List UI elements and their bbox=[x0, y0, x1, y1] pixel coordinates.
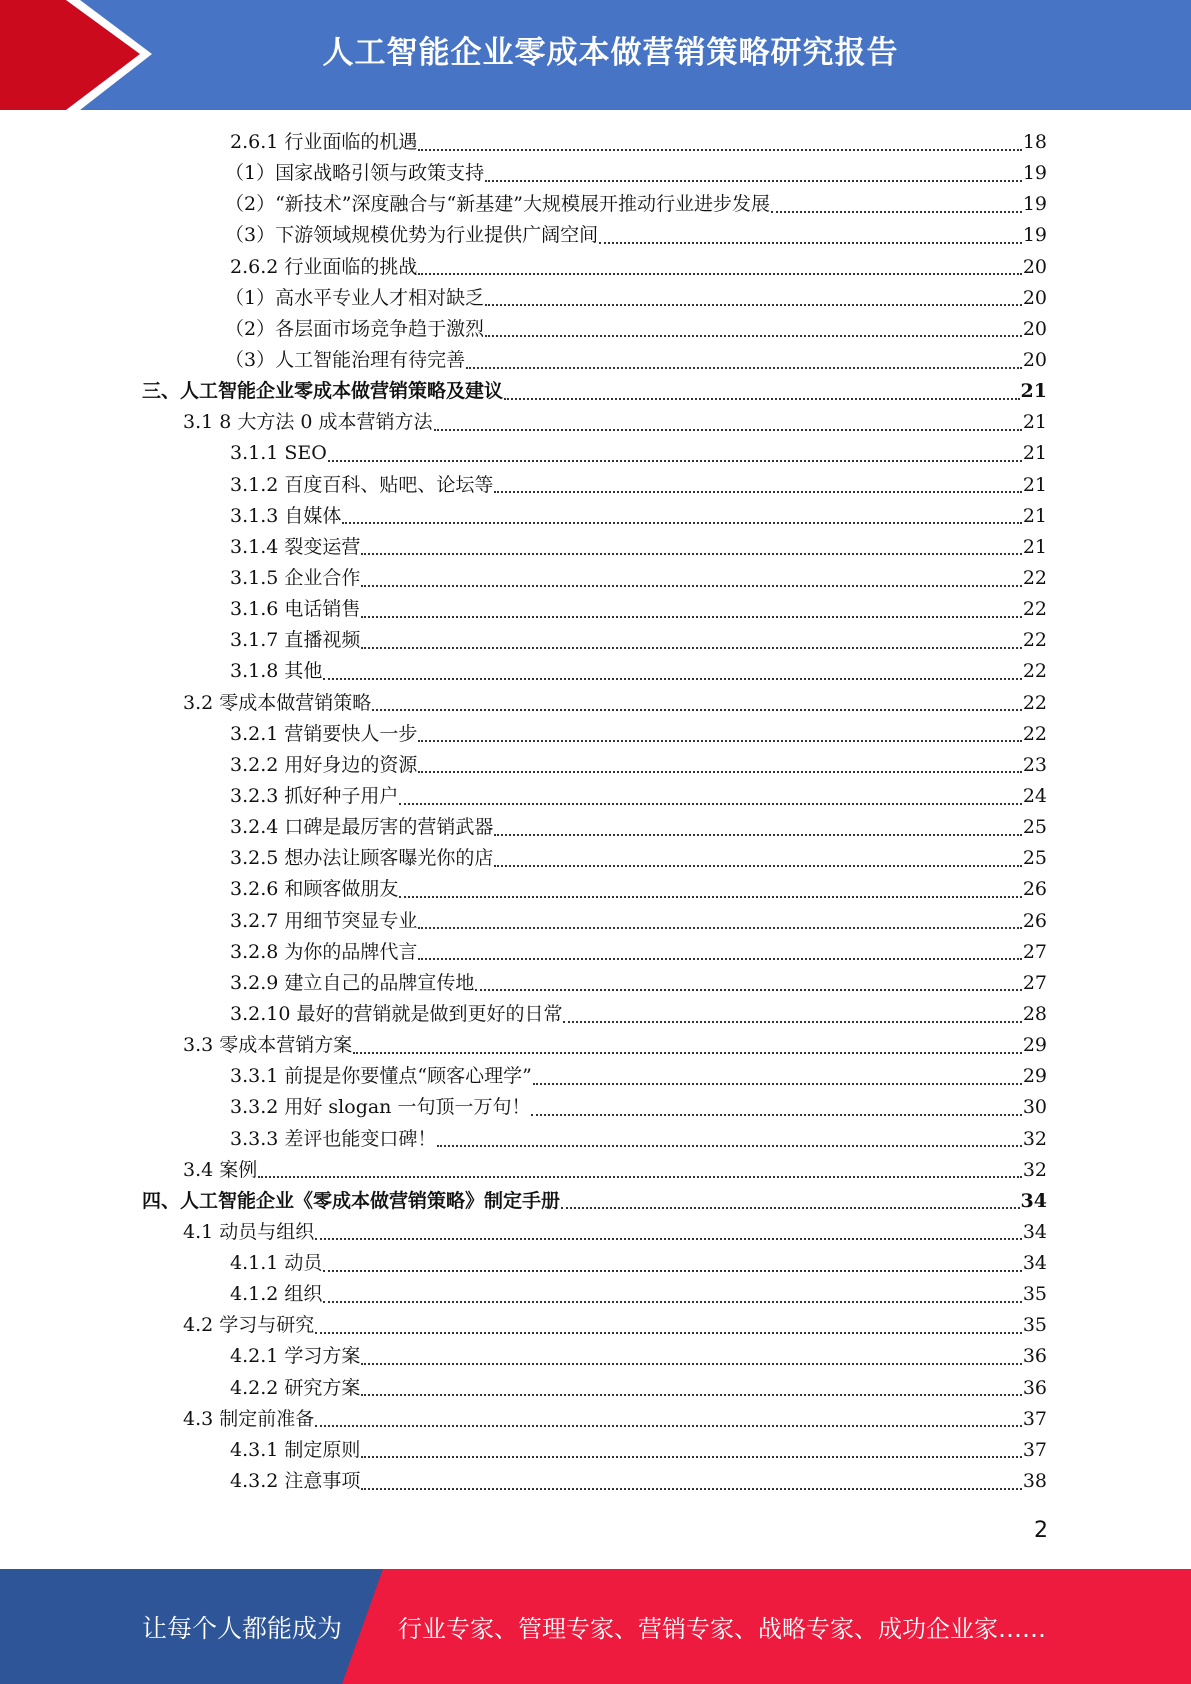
toc-entry[interactable] bbox=[0, 1061, 1047, 1092]
toc-entry-page: 36 bbox=[1022, 1345, 1047, 1368]
toc-leader-dots bbox=[485, 335, 1022, 337]
toc-leader-dots bbox=[361, 1488, 1021, 1490]
toc-entry-page: 32 bbox=[1022, 1158, 1047, 1181]
toc-entry[interactable] bbox=[0, 407, 1047, 438]
toc-entry[interactable] bbox=[0, 1404, 1047, 1435]
toc-entry[interactable] bbox=[0, 501, 1047, 532]
toc-entry-page: 21 bbox=[1020, 380, 1047, 403]
toc-entry-title: 4.3 制定前准备 bbox=[183, 1407, 315, 1430]
toc-entry-title: 3.2.2 用好身边的资源 bbox=[230, 753, 418, 776]
toc-entry-title: 3.1.8 其他 bbox=[230, 660, 323, 683]
toc-entry[interactable] bbox=[0, 1310, 1047, 1341]
toc-entry-title: 3.2.8 为你的品牌代言 bbox=[230, 940, 418, 963]
toc-entry-page: 35 bbox=[1022, 1314, 1047, 1337]
toc-entry-page: 22 bbox=[1022, 629, 1047, 652]
toc-entry-page: 25 bbox=[1022, 847, 1047, 870]
toc-entry-page: 18 bbox=[1022, 131, 1047, 153]
toc-entry-page: 37 bbox=[1022, 1438, 1047, 1461]
toc-entry-title: 三、人工智能企业零成本做营销策略及建议 bbox=[142, 380, 504, 403]
toc-entry-page: 29 bbox=[1022, 1065, 1047, 1088]
toc-entry[interactable] bbox=[0, 781, 1047, 812]
toc-entry-title: 2.6.1 行业面临的机遇 bbox=[230, 131, 418, 153]
toc-leader-dots bbox=[315, 1238, 1022, 1240]
toc-leader-dots bbox=[485, 180, 1022, 182]
toc-leader-dots bbox=[315, 1332, 1022, 1334]
toc-entry[interactable] bbox=[0, 999, 1047, 1030]
toc-entry[interactable] bbox=[0, 1248, 1047, 1279]
toc-entry[interactable] bbox=[0, 1373, 1047, 1404]
toc-entry-title: 3.1.2 百度百科、贴吧、论坛等 bbox=[230, 473, 494, 496]
toc-leader-dots bbox=[418, 273, 1021, 275]
toc-leader-dots bbox=[494, 834, 1021, 836]
table-of-contents bbox=[0, 127, 1191, 1497]
toc-entry[interactable] bbox=[0, 1030, 1047, 1061]
toc-leader-dots bbox=[361, 647, 1021, 649]
toc-entry[interactable] bbox=[0, 719, 1047, 750]
toc-leader-dots bbox=[361, 1394, 1021, 1396]
toc-entry-page: 30 bbox=[1022, 1096, 1047, 1119]
toc-entry-title: 2.6.2 行业面临的挑战 bbox=[230, 255, 418, 278]
toc-entry-title: 3.2.7 用细节突显专业 bbox=[230, 909, 418, 932]
toc-leader-dots bbox=[533, 1083, 1022, 1085]
toc-entry-title: 3.1.3 自媒体 bbox=[230, 504, 342, 527]
toc-entry-title: 四、人工智能企业《零成本做营销策略》制定手册 bbox=[142, 1189, 561, 1212]
toc-leader-dots bbox=[342, 522, 1021, 524]
toc-entry[interactable] bbox=[0, 563, 1047, 594]
toc-leader-dots bbox=[563, 1021, 1021, 1023]
toc-entry[interactable] bbox=[0, 189, 1047, 220]
toc-leader-dots bbox=[258, 1176, 1022, 1178]
toc-entry[interactable] bbox=[0, 314, 1047, 345]
toc-entry-title: 3.3.3 差评也能变口碑！ bbox=[230, 1127, 437, 1150]
toc-entry-title: 3.2.9 建立自己的品牌宣传地 bbox=[230, 971, 475, 994]
toc-entry-page: 34 bbox=[1022, 1220, 1047, 1243]
toc-entry[interactable] bbox=[0, 1124, 1047, 1155]
toc-entry-title: 3.3.2 用好 slogan 一句顶一万句！ bbox=[230, 1096, 531, 1119]
toc-leader-dots bbox=[361, 616, 1021, 618]
toc-leader-dots bbox=[323, 678, 1021, 680]
toc-entry-page: 21 bbox=[1022, 442, 1047, 465]
toc-entry-title: 3.3 零成本营销方案 bbox=[183, 1034, 353, 1057]
toc-entry[interactable] bbox=[0, 1435, 1047, 1466]
toc-entry-title: 4.2.2 研究方案 bbox=[230, 1376, 361, 1399]
toc-leader-dots bbox=[434, 429, 1022, 431]
toc-entry-title: 3.1.1 SEO bbox=[230, 442, 327, 465]
toc-entry[interactable] bbox=[0, 906, 1047, 937]
toc-entry[interactable] bbox=[0, 1217, 1047, 1248]
toc-entry-page: 24 bbox=[1022, 784, 1047, 807]
toc-entry[interactable] bbox=[0, 127, 1047, 158]
toc-entry-page: 37 bbox=[1022, 1407, 1047, 1430]
toc-entry-title: 3.2.1 营销要快人一步 bbox=[230, 722, 418, 745]
toc-leader-dots bbox=[372, 709, 1022, 711]
toc-entry-page: 21 bbox=[1022, 535, 1047, 558]
toc-entry-title: 3.1.7 直播视频 bbox=[230, 629, 361, 652]
toc-entry-title: 4.1.1 动员 bbox=[230, 1252, 323, 1275]
toc-entry-title: 3.3.1 前提是你要懂点“顾客心理学” bbox=[230, 1065, 532, 1088]
toc-entry[interactable] bbox=[0, 1341, 1047, 1372]
toc-entry[interactable] bbox=[0, 843, 1047, 874]
report-title: 人工智能企业零成本做营销策略研究报告 bbox=[322, 34, 899, 71]
toc-entry-page: 22 bbox=[1022, 598, 1047, 621]
toc-entry-page: 35 bbox=[1022, 1283, 1047, 1306]
toc-entry-page: 20 bbox=[1022, 255, 1047, 278]
toc-leader-dots bbox=[418, 771, 1021, 773]
page-number: 2 bbox=[1034, 1518, 1048, 1543]
toc-entry[interactable] bbox=[0, 438, 1047, 469]
toc-leader-dots bbox=[361, 1456, 1021, 1458]
toc-entry-page: 34 bbox=[1022, 1252, 1047, 1275]
toc-entry-page: 19 bbox=[1022, 224, 1047, 247]
toc-leader-dots bbox=[418, 149, 1021, 151]
toc-leader-dots bbox=[361, 553, 1021, 555]
toc-entry-title: 4.3.1 制定原则 bbox=[230, 1438, 361, 1461]
toc-entry-page: 20 bbox=[1022, 348, 1047, 371]
toc-leader-dots bbox=[466, 367, 1022, 369]
toc-leader-dots bbox=[475, 989, 1021, 991]
toc-entry[interactable] bbox=[0, 625, 1047, 656]
toc-entry-page: 20 bbox=[1022, 286, 1047, 309]
toc-leader-dots bbox=[328, 460, 1022, 462]
toc-entry-title: 4.2.1 学习方案 bbox=[230, 1345, 361, 1368]
toc-entry[interactable] bbox=[0, 812, 1047, 843]
toc-leader-dots bbox=[418, 927, 1021, 929]
page-footer bbox=[0, 1569, 1191, 1684]
toc-leader-dots bbox=[399, 803, 1021, 805]
toc-entry-title: 4.1.2 组织 bbox=[230, 1283, 323, 1306]
toc-leader-dots bbox=[323, 1270, 1021, 1272]
toc-entry[interactable] bbox=[0, 283, 1047, 314]
toc-entry-page: 32 bbox=[1022, 1127, 1047, 1150]
toc-entry-page: 29 bbox=[1022, 1034, 1047, 1057]
page-header bbox=[0, 0, 1191, 110]
toc-entry-page: 27 bbox=[1022, 971, 1047, 994]
toc-entry[interactable] bbox=[0, 532, 1047, 563]
toc-entry-title: 3.2.5 想办法让顾客曝光你的店 bbox=[230, 847, 494, 870]
toc-leader-dots bbox=[771, 211, 1022, 213]
toc-leader-dots bbox=[418, 958, 1021, 960]
toc-entry[interactable] bbox=[0, 220, 1047, 251]
toc-entry[interactable] bbox=[0, 345, 1047, 376]
toc-entry-title: 3.2.10 最好的营销就是做到更好的日常 bbox=[230, 1002, 563, 1025]
toc-leader-dots bbox=[599, 242, 1022, 244]
toc-entry-title: 3.1.5 企业合作 bbox=[230, 566, 361, 589]
toc-entry[interactable] bbox=[0, 252, 1047, 283]
toc-entry-title: （3）下游领域规模优势为行业提供广阔空间 bbox=[225, 224, 599, 247]
toc-entry-title: （3）人工智能治理有待完善 bbox=[225, 348, 466, 371]
toc-entry-page: 26 bbox=[1022, 909, 1047, 932]
toc-entry[interactable] bbox=[0, 1155, 1047, 1186]
toc-entry-page: 34 bbox=[1020, 1189, 1047, 1212]
toc-entry-title: （2）“新技术”深度融合与“新基建”大规模展开推动行业进步发展 bbox=[225, 193, 770, 216]
toc-entry[interactable] bbox=[0, 158, 1047, 189]
toc-entry-page: 25 bbox=[1022, 816, 1047, 839]
toc-entry[interactable] bbox=[0, 750, 1047, 781]
toc-leader-dots bbox=[561, 1207, 1020, 1209]
toc-entry-title: 3.2.4 口碑是最厉害的营销武器 bbox=[230, 816, 494, 839]
toc-leader-dots bbox=[485, 304, 1022, 306]
toc-entry[interactable] bbox=[0, 1092, 1047, 1123]
toc-leader-dots bbox=[494, 865, 1021, 867]
toc-entry-title: 4.3.2 注意事项 bbox=[230, 1470, 361, 1493]
toc-entry-page: 21 bbox=[1022, 473, 1047, 496]
toc-entry-page: 21 bbox=[1022, 504, 1047, 527]
toc-entry[interactable] bbox=[0, 594, 1047, 625]
toc-entry[interactable] bbox=[0, 874, 1047, 905]
toc-leader-dots bbox=[361, 1363, 1021, 1365]
toc-entry-page: 36 bbox=[1022, 1376, 1047, 1399]
footer-slogan-right: 行业专家、管理专家、营销专家、战略专家、成功企业家…… bbox=[398, 1615, 1046, 1643]
toc-entry-page: 22 bbox=[1022, 566, 1047, 589]
toc-entry-page: 21 bbox=[1022, 411, 1047, 434]
toc-leader-dots bbox=[323, 1301, 1021, 1303]
toc-entry-page: 19 bbox=[1022, 193, 1047, 216]
toc-entry-title: 3.1.6 电话销售 bbox=[230, 598, 361, 621]
toc-entry[interactable] bbox=[0, 688, 1047, 719]
toc-entry-page: 28 bbox=[1022, 1002, 1047, 1025]
toc-entry-page: 26 bbox=[1022, 878, 1047, 901]
toc-entry-title: 3.1.4 裂变运营 bbox=[230, 535, 361, 558]
toc-leader-dots bbox=[531, 1114, 1021, 1116]
toc-entry-title: 4.1 动员与组织 bbox=[183, 1220, 315, 1243]
toc-leader-dots bbox=[418, 740, 1021, 742]
toc-entry-title: （1）国家战略引领与政策支持 bbox=[225, 162, 485, 185]
toc-entry-page: 22 bbox=[1022, 660, 1047, 683]
toc-entry-title: （2）各层面市场竞争趋于激烈 bbox=[225, 317, 485, 340]
toc-leader-dots bbox=[399, 896, 1021, 898]
toc-entry-page: 20 bbox=[1022, 317, 1047, 340]
toc-leader-dots bbox=[437, 1145, 1021, 1147]
toc-entry-page: 27 bbox=[1022, 940, 1047, 963]
toc-entry-title: 3.4 案例 bbox=[183, 1158, 258, 1181]
toc-leader-dots bbox=[315, 1425, 1022, 1427]
toc-entry-title: 3.2.3 抓好种子用户 bbox=[230, 784, 399, 807]
toc-entry-page: 22 bbox=[1022, 722, 1047, 745]
toc-leader-dots bbox=[353, 1052, 1022, 1054]
toc-entry-title: 3.2.6 和顾客做朋友 bbox=[230, 878, 399, 901]
toc-entry[interactable] bbox=[0, 1466, 1047, 1497]
toc-entry-page: 23 bbox=[1022, 753, 1047, 776]
toc-entry-title: 4.2 学习与研究 bbox=[183, 1314, 315, 1337]
toc-entry[interactable] bbox=[0, 656, 1047, 687]
toc-entry[interactable] bbox=[0, 937, 1047, 968]
toc-entry[interactable] bbox=[0, 968, 1047, 999]
footer-slogan-left: 让每个人都能成为 bbox=[142, 1613, 343, 1643]
toc-leader-dots bbox=[494, 491, 1021, 493]
toc-entry[interactable] bbox=[0, 1279, 1047, 1310]
toc-leader-dots bbox=[361, 585, 1021, 587]
toc-entry-title: （1）高水平专业人才相对缺乏 bbox=[225, 286, 485, 309]
toc-entry-title: 3.2 零成本做营销策略 bbox=[183, 691, 372, 714]
toc-entry-page: 19 bbox=[1022, 162, 1047, 185]
toc-leader-dots bbox=[504, 398, 1020, 400]
toc-entry-page: 38 bbox=[1022, 1470, 1047, 1493]
toc-entry-page: 22 bbox=[1022, 691, 1047, 714]
toc-entry[interactable] bbox=[0, 1186, 1047, 1217]
toc-entry[interactable] bbox=[0, 470, 1047, 501]
toc-entry-title: 3.1 8 大方法 0 成本营销方法 bbox=[183, 411, 433, 434]
toc-entry[interactable] bbox=[0, 376, 1047, 407]
